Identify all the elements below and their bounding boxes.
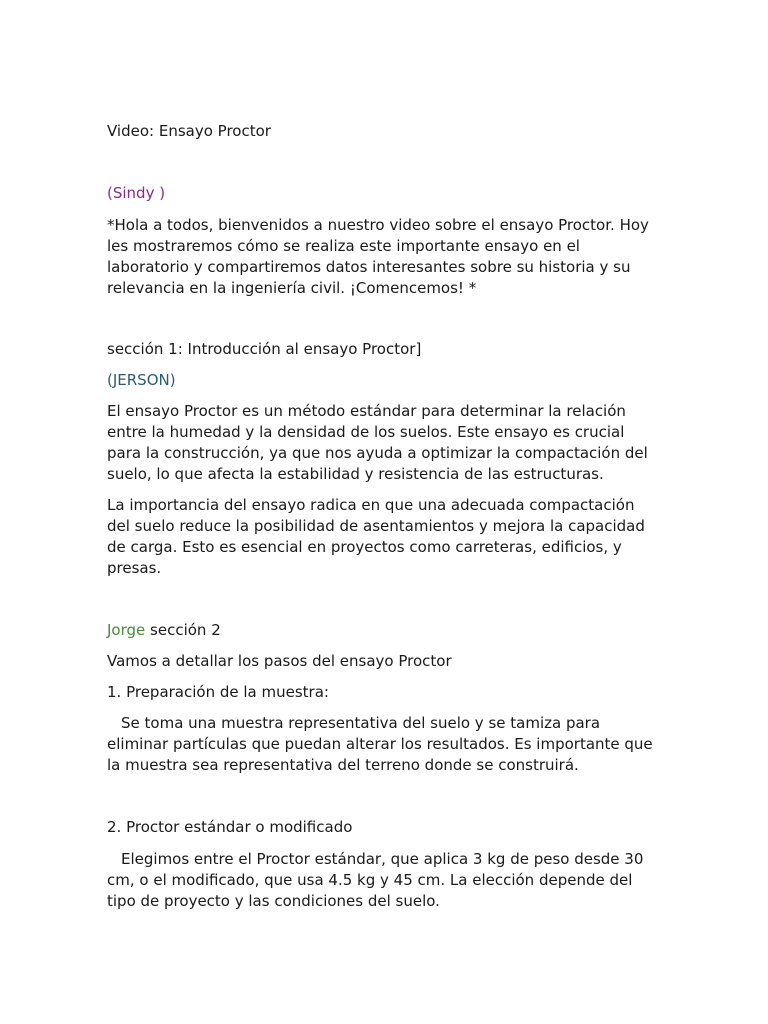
intro-paragraph: *Hola a todos, bienvenidos a nuestro video sobre el ensayo Proctor. Hoy les mostraremos cómo se realiza este importante ensayo en el laboratorio y compartiremos datos interesantes sobre su historia y su relevancia en la ingeniería civil. ¡Comencemos! *: [107, 216, 649, 297]
step2-heading: 2. Proctor estándar o modificado: [107, 818, 353, 836]
step1-paragraph: [107, 713, 662, 776]
step2-paragraph: [107, 849, 662, 912]
step2-text: Elegimos entre el Proctor estándar, que aplica 3 kg de peso desde 30 cm, o el modificado, que usa 4.5 kg y 45 cm. La elección depende del tipo de proyecto y las condiciones del suelo.: [107, 850, 644, 910]
step1-text: Se toma una muestra representativa del suelo y se tamiza para eliminar partículas que puedan alterar los resultados. Es importante que la muestra sea representativa del terreno donde se construirá.: [107, 714, 653, 774]
section1-paragraph-1: El ensayo Proctor es un método estándar para determinar la relación entre la humedad y la densidad de los suelos. Este ensayo es crucial para la construcción, ya que nos ayuda a optimizar la compactación del suelo, lo que afecta la estabilidad y resistencia de las estructuras.: [107, 402, 648, 483]
section2-heading: [107, 620, 667, 641]
speaker-jorge: Jorge: [107, 621, 146, 639]
section2-intro: Vamos a detallar los pasos del ensayo Proctor: [107, 652, 452, 670]
section1-heading: sección 1: Introducción al ensayo Proctor]: [107, 340, 422, 358]
section2-label: sección 2: [145, 621, 221, 639]
speaker-sindy: (Sindy ): [107, 184, 166, 202]
speaker-jerson: (JERSON): [107, 371, 176, 389]
document-title: Video: Ensayo Proctor: [107, 122, 271, 140]
step1-heading: 1. Preparación de la muestra:: [107, 683, 329, 701]
section1-paragraph-2: La importancia del ensayo radica en que una adecuada compactación del suelo reduce la posibilidad de asentamientos y mejora la capacidad de carga. Esto es esencial en proyectos como carreteras, edificios, y presas.: [107, 496, 645, 577]
